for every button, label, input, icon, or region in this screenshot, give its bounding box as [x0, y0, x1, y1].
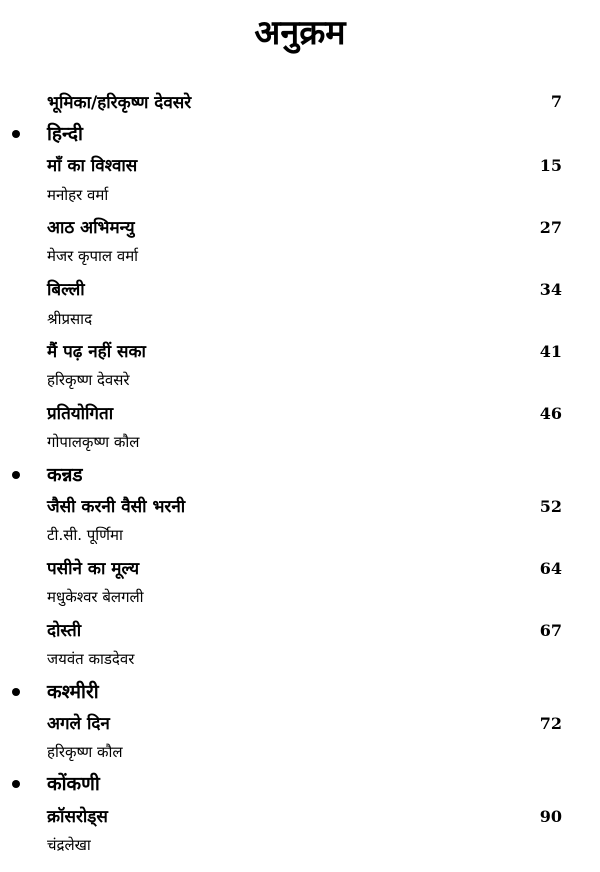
- toc-entry-author: मनोहर वर्मा: [47, 186, 109, 204]
- toc-entry-title[interactable]: प्रतियोगिता: [47, 404, 114, 424]
- toc-entry-page: 34: [539, 280, 562, 299]
- toc-entry-author: चंद्रलेखा: [47, 836, 91, 854]
- bullet-icon: [12, 130, 20, 138]
- toc-intro-title[interactable]: भूमिका/हरिकृष्ण देवसरे: [47, 93, 192, 113]
- toc-entry-page: 64: [539, 559, 562, 578]
- toc-entry-title[interactable]: पसीने का मूल्य: [47, 559, 140, 579]
- toc-entry-page: 41: [539, 342, 562, 361]
- toc-entry-page: 90: [539, 807, 562, 826]
- toc-entry-author: हरिकृष्ण देवसरे: [47, 371, 130, 389]
- toc-entry-title[interactable]: मैं पढ़ नहीं सका: [47, 342, 146, 362]
- toc-entry-page: 46: [539, 404, 562, 423]
- bullet-icon: [12, 688, 20, 696]
- toc-intro-page: 7: [550, 92, 562, 111]
- toc-entry-title[interactable]: अगले दिन: [47, 714, 110, 734]
- toc-entry-page: 72: [539, 714, 562, 733]
- section-label: कोंकणी: [47, 773, 100, 795]
- toc-entry-title[interactable]: दोस्ती: [47, 621, 82, 641]
- toc-entry-author: मधुकेश्वर बेलगली: [47, 588, 144, 606]
- bullet-icon: [12, 780, 20, 788]
- toc-entry-page: 67: [539, 621, 562, 640]
- toc-entry-title[interactable]: माँ का विश्वास: [47, 156, 138, 176]
- section-label: हिन्दी: [47, 123, 83, 145]
- section-label: कश्मीरी: [47, 681, 99, 703]
- toc-entry-title[interactable]: आठ अभिमन्यु: [47, 218, 135, 238]
- page-title: अनुक्रम: [254, 13, 346, 53]
- bullet-icon: [12, 471, 20, 479]
- toc-entry-author: श्रीप्रसाद: [47, 310, 93, 328]
- toc-entry-title[interactable]: बिल्ली: [47, 280, 85, 300]
- toc-entry-author: टी.सी. पूर्णिमा: [47, 526, 123, 544]
- section-label: कन्नड: [47, 464, 83, 486]
- toc-entry-author: मेजर कृपाल वर्मा: [47, 247, 139, 265]
- toc-entry-title[interactable]: जैसी करनी वैसी भरनी: [47, 497, 186, 517]
- toc-entry-author: गोपालकृष्ण कौल: [47, 433, 140, 451]
- toc-entry-page: 27: [539, 218, 562, 237]
- toc-entry-author: जयवंत काडदेवर: [47, 650, 135, 668]
- toc-entry-page: 52: [539, 497, 562, 516]
- toc-entry-author: हरिकृष्ण कौल: [47, 743, 123, 761]
- toc-entry-title[interactable]: क्रॉसरोड्स: [47, 807, 108, 827]
- toc-entry-page: 15: [539, 156, 562, 175]
